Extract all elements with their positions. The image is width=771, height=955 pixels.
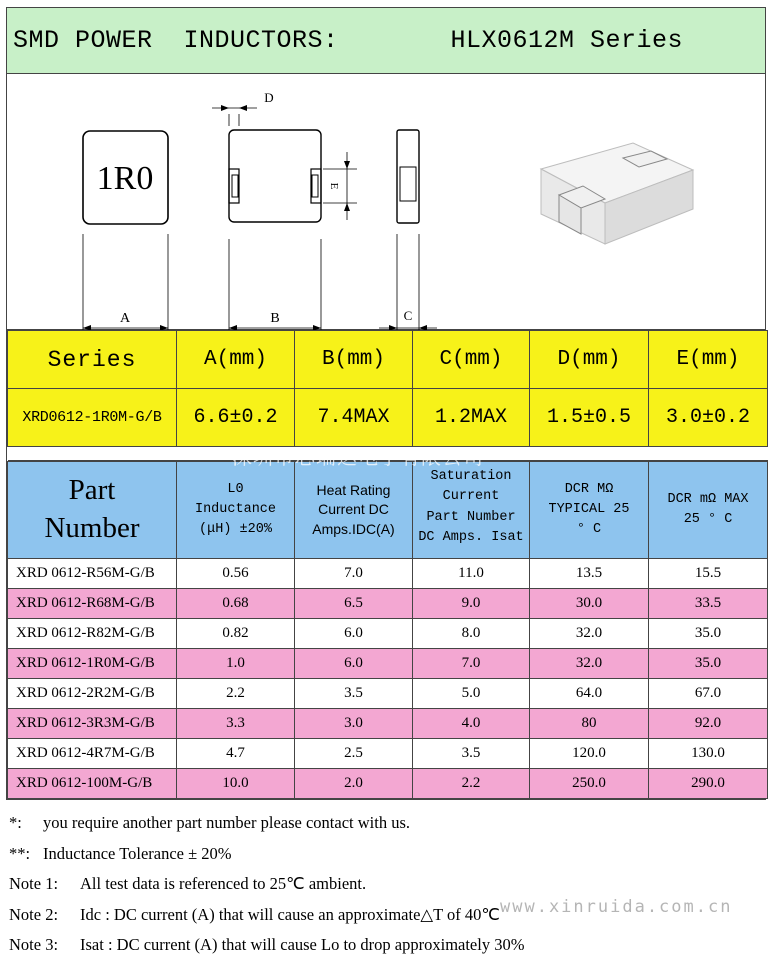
title-right: HLX0612M Series: [450, 26, 683, 55]
note-item: [9, 900, 759, 931]
dcr-typ-header-line3: ° C: [576, 522, 602, 538]
part-header-line1: Part: [68, 474, 116, 507]
end-view-c: [379, 130, 437, 330]
dcr-max-cell: 92.0: [649, 709, 768, 739]
heat-rating-cell: 6.0: [295, 619, 413, 649]
dim-value-e: 3.0±0.2: [649, 389, 768, 447]
dim-b-label: B: [270, 311, 280, 326]
dimension-table: [7, 330, 768, 461]
sat-header-line3: Part Number: [426, 509, 516, 525]
inductance-cell: 2.2: [177, 679, 295, 709]
drawing-svg: [7, 74, 767, 330]
note-label: Note 3:: [9, 935, 59, 955]
right-terminal-inner: [312, 175, 318, 197]
table-row: [8, 709, 768, 739]
component-3d-view: [541, 143, 693, 244]
watermark-company: 深圳市芯瑞达电子有限公司: [232, 445, 484, 469]
part-number-cell: XRD 0612-4R7M-G/B: [8, 739, 177, 769]
dcr-typical-cell: 250.0: [530, 769, 649, 799]
heat-rating-cell: 3.0: [295, 709, 413, 739]
table-row: [8, 649, 768, 679]
dcr-typical-cell: 64.0: [530, 679, 649, 709]
dimension-value-row: [8, 389, 768, 447]
dcr-max-cell: 67.0: [649, 679, 768, 709]
inductance-cell: 0.56: [177, 559, 295, 589]
spec-table: [7, 461, 768, 799]
dcr-max-cell: 35.0: [649, 619, 768, 649]
dcr-max-header-line2: 25 ° C: [683, 512, 733, 527]
part-number-cell: XRD 0612-R82M-G/B: [8, 619, 177, 649]
dcr-typical-cell: 30.0: [530, 589, 649, 619]
heat-rating-cell: 6.5: [295, 589, 413, 619]
side-view-outline: [229, 130, 321, 222]
dim-value-a: 6.6±0.2: [177, 389, 295, 447]
saturation-cell: 8.0: [413, 619, 530, 649]
dcr-max-cell: 290.0: [649, 769, 768, 799]
dcr-typical-cell: 32.0: [530, 619, 649, 649]
saturation-cell: 7.0: [413, 649, 530, 679]
dim-a-label: A: [119, 311, 131, 326]
heat-header-line1: Heat Rating: [316, 481, 391, 498]
dcr-typical-cell: 80: [530, 709, 649, 739]
spec-header-inductance: [177, 462, 295, 559]
saturation-cell: 5.0: [413, 679, 530, 709]
dcr-typical-cell: 120.0: [530, 739, 649, 769]
top-view: [83, 131, 168, 330]
spec-table-body: [8, 559, 768, 799]
table-row: [8, 739, 768, 769]
watermark-website: www.xinruida.com.cn: [500, 897, 733, 917]
table-row: [8, 769, 768, 799]
table-row: [8, 679, 768, 709]
table-row: [8, 559, 768, 589]
dim-d-label: D: [264, 90, 274, 105]
dimension-drawing: [7, 74, 765, 330]
dcr-typ-header-line1: DCR MΩ: [564, 481, 614, 497]
dcr-max-cell: 130.0: [649, 739, 768, 769]
dcr-max-cell: 15.5: [649, 559, 768, 589]
inductance-cell: 1.0: [177, 649, 295, 679]
dcr-typical-cell: 32.0: [530, 649, 649, 679]
dimension-header-row: [8, 331, 768, 389]
spec-header-dcr-max: [649, 462, 768, 559]
title-bar: [7, 8, 765, 74]
note-text: All test data is referenced to 25℃ ambient.: [80, 874, 367, 894]
note-label: Note 1:: [9, 874, 59, 894]
saturation-cell: 4.0: [413, 709, 530, 739]
spec-header-row: [8, 462, 768, 559]
dim-header-e: E(mm): [649, 331, 768, 389]
heat-header-line3: Amps.IDC(A): [312, 520, 395, 537]
left-terminal-inner: [232, 175, 238, 197]
notes-section: [9, 808, 759, 955]
dim-header-d: D(mm): [530, 331, 649, 389]
dim-c-label: C: [403, 308, 413, 323]
note-text: Isat : DC current (A) that will cause Lo to drop approximately 30%: [80, 935, 525, 955]
note-item: [9, 930, 759, 955]
dim-header-a: A(mm): [177, 331, 295, 389]
title-left: SMD POWER INDUCTORS:: [13, 26, 339, 55]
heat-rating-cell: 6.0: [295, 649, 413, 679]
part-number-cell: XRD 0612-2R2M-G/B: [8, 679, 177, 709]
end-view-terminal: [400, 167, 416, 201]
sat-header-line4: DC Amps. Isat: [418, 529, 524, 545]
saturation-cell: 11.0: [413, 559, 530, 589]
spec-header-part-number: [8, 462, 177, 559]
table-row: [8, 589, 768, 619]
heat-rating-cell: 7.0: [295, 559, 413, 589]
dim-header-c: C(mm): [413, 331, 530, 389]
inductance-cell: 0.82: [177, 619, 295, 649]
dim-value-d: 1.5±0.5: [530, 389, 649, 447]
dim-e-label: E: [328, 182, 340, 190]
side-view-b: [212, 90, 357, 330]
part-number-cell: XRD 0612-100M-G/B: [8, 769, 177, 799]
note-label: *:: [9, 813, 22, 833]
inductance-cell: 3.3: [177, 709, 295, 739]
inductance-header-line3: (μH) ±20%: [199, 522, 272, 538]
dim-header-series: Series: [8, 331, 177, 389]
part-number-cell: XRD 0612-R56M-G/B: [8, 559, 177, 589]
dim-value-b: 7.4MAX: [295, 389, 413, 447]
inductance-header-line1: L0: [227, 481, 244, 497]
saturation-cell: 9.0: [413, 589, 530, 619]
note-item: [9, 839, 759, 870]
spec-header-heat-rating: [295, 462, 413, 559]
spec-header-saturation: [413, 462, 530, 559]
inductance-cell: 0.68: [177, 589, 295, 619]
heat-rating-cell: 2.5: [295, 739, 413, 769]
note-text: Idc : DC current (A) that will cause an approximate△T of 40℃: [80, 904, 500, 924]
dcr-max-cell: 35.0: [649, 649, 768, 679]
spec-header-dcr-typical: [530, 462, 649, 559]
part-header-line2: Number: [44, 512, 140, 544]
note-text: Inductance Tolerance ± 20%: [43, 843, 232, 863]
dcr-typ-header-line2: TYPICAL 25: [548, 501, 630, 517]
part-number-cell: XRD 0612-R68M-G/B: [8, 589, 177, 619]
dcr-max-cell: 33.5: [649, 589, 768, 619]
part-number-cell: XRD 0612-3R3M-G/B: [8, 709, 177, 739]
note-text: you require another part number please contact with us.: [43, 813, 410, 833]
marking-text: 1R0: [96, 160, 154, 197]
datasheet: [6, 7, 766, 800]
sat-header-line2: Current: [442, 489, 500, 505]
saturation-cell: 2.2: [413, 769, 530, 799]
dim-value-c: 1.2MAX: [413, 389, 530, 447]
heat-rating-cell: 2.0: [295, 769, 413, 799]
dim-a-arrow-left: [83, 325, 91, 330]
inductance-cell: 4.7: [177, 739, 295, 769]
dim-a-arrow-right: [160, 325, 168, 330]
note-item: [9, 869, 759, 900]
dim-value-series: XRD0612-1R0M-G/B: [8, 389, 177, 447]
dim-header-b: B(mm): [295, 331, 413, 389]
dcr-max-header-line1: DCR mΩ MAX: [667, 491, 749, 507]
table-row: [8, 619, 768, 649]
heat-rating-cell: 3.5: [295, 679, 413, 709]
sat-header-line1: Saturation: [430, 469, 512, 484]
heat-header-line2: Current DC: [318, 501, 389, 518]
note-item: [9, 808, 759, 839]
inductance-header-line2: Inductance: [194, 501, 276, 517]
note-label: **:: [9, 843, 31, 863]
dcr-typical-cell: 13.5: [530, 559, 649, 589]
inductance-cell: 10.0: [177, 769, 295, 799]
saturation-cell: 3.5: [413, 739, 530, 769]
part-number-cell: XRD 0612-1R0M-G/B: [8, 649, 177, 679]
note-label: Note 2:: [9, 904, 59, 924]
